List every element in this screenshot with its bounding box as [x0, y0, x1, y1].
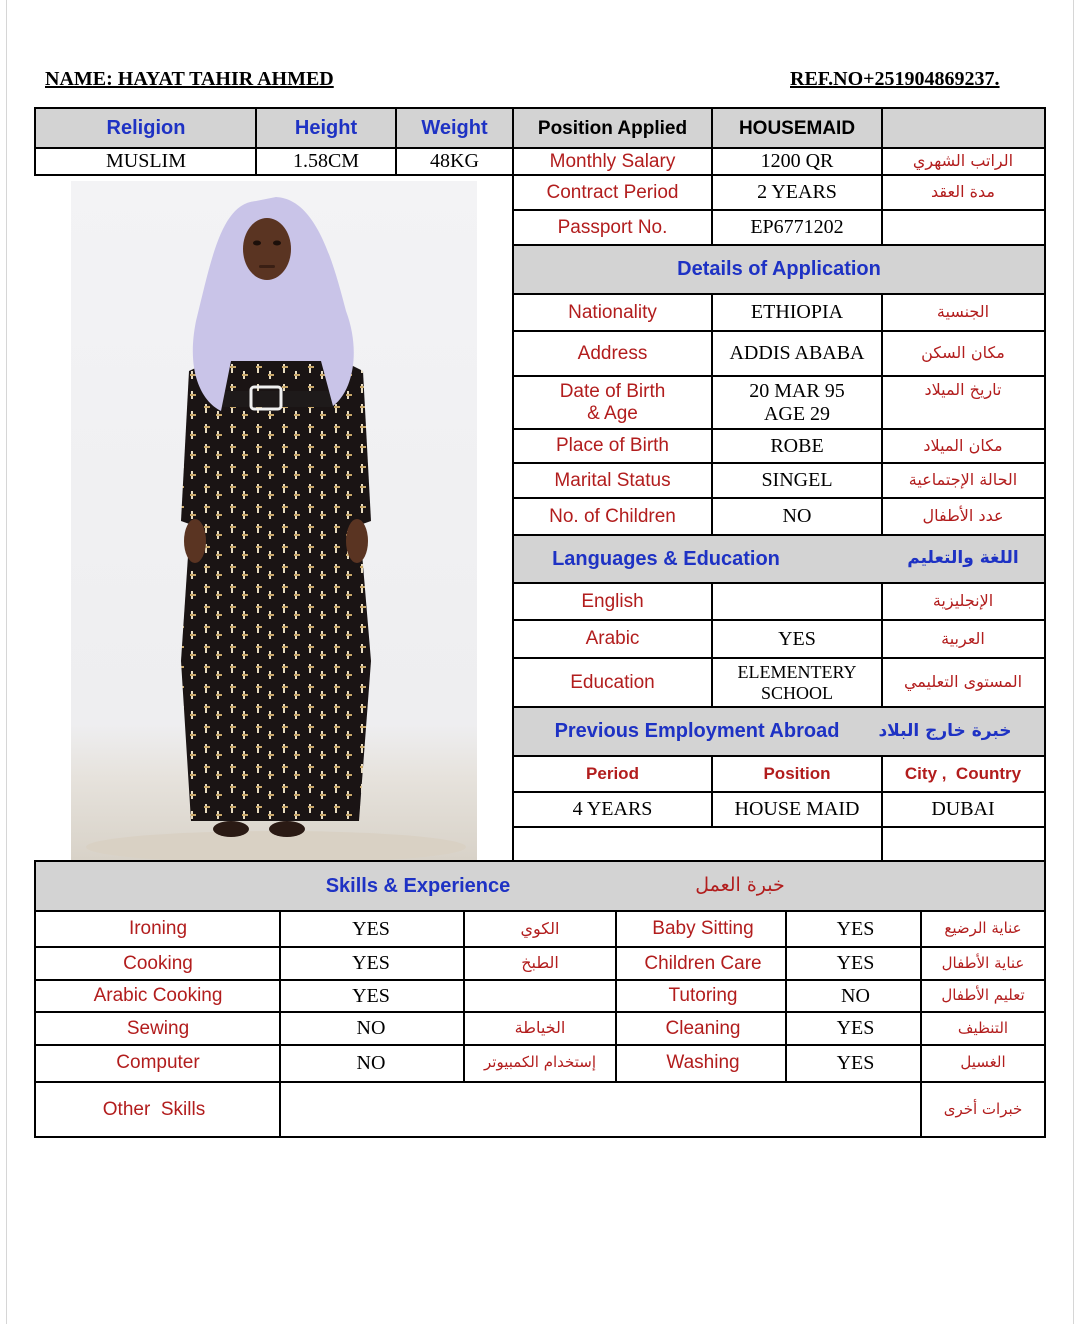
reference-number: REF.NO+251904869237.: [790, 68, 1000, 90]
table-rule: [34, 1136, 1046, 1138]
table-rule: [34, 860, 36, 1138]
children-value: NO: [782, 505, 812, 527]
religion-label: Religion: [106, 117, 186, 139]
marital-status-label: Marital Status: [554, 469, 671, 491]
skill-sewing-arabic: الخياطة: [514, 1018, 566, 1038]
table-rule: [1044, 107, 1046, 1138]
religion-value: MUSLIM: [105, 150, 186, 172]
table-rule: [34, 860, 1046, 862]
skill-cooking-label: Cooking: [123, 952, 193, 974]
skill-washing-value: YES: [836, 1051, 875, 1074]
skill-ironing-value: YES: [352, 917, 390, 940]
skill-baby-sitting-label: Baby Sitting: [652, 918, 754, 940]
skill-washing-label: Washing: [666, 1052, 740, 1074]
height-label: Height: [294, 117, 358, 139]
table-rule: [279, 910, 281, 1138]
skill-baby-sitting-arabic: عناية الرضيع: [944, 919, 1022, 938]
employment-title-arabic: خبرة خارج البلاد: [878, 720, 1012, 741]
skill-baby-sitting-value: YES: [836, 917, 875, 940]
skill-cleaning-arabic: التنظيف: [957, 1018, 1009, 1037]
table-rule: [512, 826, 1046, 828]
table-rule: [512, 293, 1046, 295]
table-rule: [512, 619, 1046, 621]
table-rule: [34, 107, 36, 175]
table-rule: [34, 1011, 1046, 1013]
table-rule: [512, 755, 1046, 757]
table-rule: [512, 497, 1046, 499]
skill-cooking-arabic: الطبخ: [521, 953, 559, 973]
table-rule: [512, 462, 1046, 464]
monthly-salary-label: Monthly Salary: [549, 150, 676, 172]
employment-location: DUBAI: [931, 798, 995, 820]
skill-washing-arabic: الغسيل: [960, 1053, 1006, 1072]
page-edge-right: [1073, 0, 1074, 1324]
languages-title-arabic: اللغة والتعليم: [907, 548, 1019, 569]
employment-period: 4 YEARS: [572, 798, 653, 820]
contract-period-value: 2 YEARS: [757, 181, 837, 203]
table-rule: [34, 174, 1046, 176]
passport-label: Passport No.: [557, 216, 668, 238]
table-rule: [711, 293, 713, 535]
english-label: English: [581, 590, 644, 612]
skill-cleaning-value: YES: [836, 1017, 875, 1039]
marital-status-arabic: الحالة الإجتماعية: [908, 470, 1018, 490]
table-rule: [512, 582, 1046, 584]
contract-period-arabic: مدة العقد: [931, 182, 995, 202]
education-arabic: المستوى التعليمي: [903, 672, 1023, 692]
table-rule: [711, 107, 713, 245]
dob-arabic: تاريخ الميلاد: [924, 380, 1002, 400]
table-rule: [881, 582, 883, 707]
table-rule: [34, 946, 1046, 948]
place-of-birth-value: ROBE: [770, 434, 824, 457]
arabic-arabic: العربية: [941, 628, 985, 648]
skill-sewing-value: NO: [356, 1017, 386, 1039]
skill-children-care-label: Children Care: [644, 952, 762, 974]
contract-period-label: Contract Period: [546, 181, 679, 203]
table-rule: [34, 107, 1046, 109]
candidate-photo: [71, 181, 477, 860]
skill-cooking-value: YES: [352, 952, 390, 974]
children-label: No. of Children: [549, 505, 676, 527]
english-arabic: الإنجليزية: [932, 591, 994, 611]
dob-value: 20 MAR 95 AGE 29: [749, 379, 845, 425]
education-label: Education: [570, 671, 655, 693]
skill-tutoring-arabic: تعليم الأطفال: [941, 986, 1025, 1005]
skill-ironing-arabic: الكوي: [520, 918, 560, 938]
skill-tutoring-label: Tutoring: [668, 985, 738, 1007]
nationality-label: Nationality: [568, 301, 657, 323]
table-rule: [512, 534, 1046, 536]
location-header: City , Country: [904, 764, 1022, 784]
children-arabic: عدد الأطفال: [922, 506, 1004, 526]
position-applied-value: HOUSEMAID: [738, 117, 856, 139]
address-label: Address: [577, 342, 648, 364]
dob-label: Date of Birth & Age: [559, 380, 666, 424]
table-rule: [34, 910, 1046, 912]
table-rule: [512, 375, 1046, 377]
nationality-arabic: الجنسية: [936, 302, 990, 322]
table-rule: [615, 910, 617, 1082]
skills-title-arabic: خبرة العمل: [695, 874, 785, 897]
table-rule: [34, 1081, 1046, 1083]
table-rule: [785, 910, 787, 1082]
table-rule: [711, 755, 713, 827]
skill-cleaning-label: Cleaning: [665, 1017, 741, 1039]
position-header: Position: [763, 764, 831, 784]
table-rule: [512, 657, 1046, 659]
table-rule: [34, 147, 1046, 149]
skill-arabic-cooking-label: Arabic Cooking: [93, 985, 223, 1007]
weight-value: 48KG: [430, 150, 479, 172]
table-rule: [512, 791, 1046, 793]
table-rule: [920, 910, 922, 1138]
table-rule: [34, 979, 1046, 981]
skill-ironing-label: Ironing: [128, 918, 188, 940]
education-value: ELEMENTERY SCHOOL: [737, 661, 857, 703]
skill-children-care-value: YES: [836, 952, 875, 974]
other-skills-label: Other Skills: [102, 1098, 206, 1120]
arabic-label: Arabic: [585, 628, 640, 650]
employment-position: HOUSE MAID: [734, 798, 860, 820]
table-rule: [512, 330, 1046, 332]
other-skills-arabic: خبرات أخرى: [943, 1099, 1023, 1118]
table-rule: [512, 107, 514, 862]
marital-status-value: SINGEL: [761, 469, 833, 491]
skill-computer-value: NO: [356, 1051, 386, 1074]
table-rule: [881, 755, 883, 862]
height-value: 1.58CM: [292, 150, 360, 172]
table-rule: [34, 1044, 1046, 1046]
skill-computer-arabic: إستخدام الكمبيوتر: [484, 1053, 596, 1072]
passport-value: EP6771202: [750, 216, 844, 238]
weight-label: Weight: [421, 117, 488, 139]
table-rule: [512, 706, 1046, 708]
page-edge-left: [6, 0, 7, 1324]
languages-title: Languages & Education: [552, 547, 780, 570]
nationality-value: ETHIOPIA: [750, 301, 844, 323]
skill-children-care-arabic: عناية الأطفال: [941, 953, 1025, 972]
table-rule: [395, 107, 397, 175]
details-title: Details of Application: [677, 258, 881, 280]
arabic-value: YES: [778, 627, 816, 650]
address-arabic: مكان السكن: [921, 343, 1005, 363]
skills-title: Skills & Experience: [325, 874, 511, 897]
table-rule: [512, 244, 1046, 246]
table-rule: [711, 582, 713, 707]
monthly-salary-value: 1200 QR: [760, 150, 834, 172]
skill-tutoring-value: NO: [841, 984, 870, 1007]
table-rule: [255, 107, 257, 175]
period-header: Period: [586, 764, 639, 784]
table-rule: [512, 428, 1046, 430]
table-rule: [512, 209, 1046, 211]
address-value: ADDIS ABABA: [729, 342, 865, 364]
position-applied-label: Position Applied: [537, 117, 688, 139]
place-of-birth-label: Place of Birth: [556, 435, 669, 457]
table-rule: [881, 107, 883, 245]
skill-computer-label: Computer: [116, 1052, 200, 1074]
monthly-salary-arabic: الراتب الشهري: [912, 151, 1014, 171]
skill-sewing-label: Sewing: [126, 1017, 190, 1039]
table-rule: [463, 910, 465, 1082]
place-of-birth-arabic: مكان الميلاد: [923, 435, 1003, 455]
candidate-name: NAME: HAYAT TAHIR AHMED: [45, 68, 334, 90]
skill-arabic-cooking-value: YES: [352, 984, 390, 1007]
candidate-figure: [71, 181, 477, 860]
table-rule: [881, 293, 883, 535]
employment-title: Previous Employment Abroad: [554, 720, 840, 742]
